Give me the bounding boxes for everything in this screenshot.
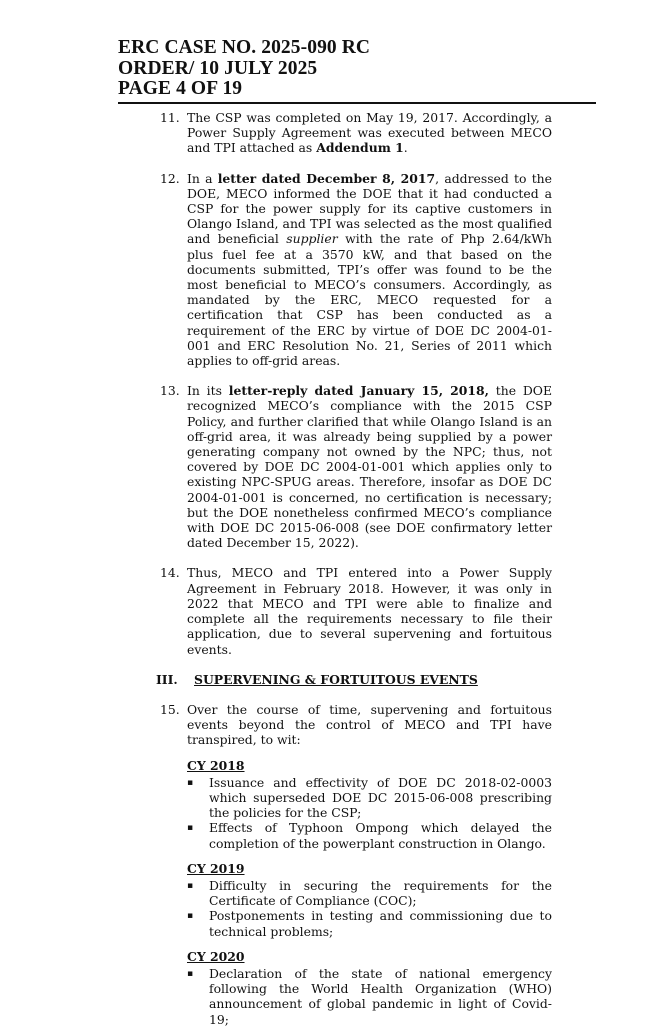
section-title: SUPERVENING & FORTUITOUS EVENTS — [194, 671, 478, 687]
list-item-text: Issuance and effectivity of DOE DC 2018-02-0003 which superseded DOE DC 2015-06-008 prescribing the policies for the CSP; — [209, 774, 552, 821]
bullet-icon: ▪ — [187, 968, 194, 979]
paragraph-number: 15. — [160, 701, 180, 717]
paragraph-number: 12. — [160, 170, 180, 186]
letter-reply-bold: letter-reply dated January 15, 2018, — [228, 383, 489, 399]
paragraph-15 — [160, 702, 552, 748]
bullet-icon: ▪ — [187, 823, 194, 834]
list-item — [187, 908, 552, 938]
bullet-icon: ▪ — [187, 911, 194, 922]
case-number: ERC CASE NO. 2025-090 RC — [118, 37, 371, 58]
paragraph-13 — [160, 383, 552, 550]
text-run: the DOE recognized MECO’s compliance with the 2015 CSP Policy, and further clarified that while Olango Island is an off-grid area, it was already being supplied by a power generating company not owned by the NPC; thus, not covered by DOE DC 2004-01-001 which applies only to existing NPC-SPUG areas. Therefore, insofar as DOE DC 2004-01-001 is concerned, no certification is necessary; but the DOE nonetheless confirmed MECO’s compliance with DOE DC 2015-06-008 (see DOE confirmatory letter dated December 15, 2022). — [187, 383, 552, 551]
cy-2020-heading: CY 2020 — [187, 948, 245, 964]
paragraph-11 — [160, 110, 552, 156]
paragraph-14 — [160, 565, 552, 656]
document-body — [156, 110, 552, 1027]
text-run: In a — [187, 170, 218, 186]
page-number: PAGE 4 OF 19 — [118, 78, 243, 99]
section-heading — [156, 672, 552, 687]
list-item-text: Effects of Typhoon Ompong which delayed the completion of the powerplant construction in Olango. — [209, 820, 552, 851]
order-date: ORDER/ 10 JULY 2025 — [118, 57, 318, 79]
cy-2018-heading: CY 2018 — [187, 757, 245, 773]
paragraph-text: Over the course of time, supervening and fortuitous events beyond the control of MECO and TPI have transpired, to wit: — [187, 701, 552, 748]
letter-date-bold: letter dated December 8, 2017 — [217, 170, 436, 186]
paragraph-number: 13. — [160, 383, 180, 399]
page-header — [118, 38, 596, 104]
text-run: In its — [187, 383, 229, 399]
paragraph-text — [187, 110, 552, 156]
text-run: . — [403, 140, 408, 156]
list-item — [187, 966, 552, 1027]
paragraph-number: 11. — [160, 110, 180, 125]
paragraph-text — [187, 383, 552, 550]
paragraph-text: Thus, MECO and TPI entered into a Power Supply Agreement in February 2018. However, it was only in 2022 that MECO and TPI were able to finalize and complete all the requirements necessary to file their application, due to several supervening and fortuitous events. — [187, 565, 552, 657]
list-item — [187, 775, 552, 821]
text-run: The CSP was completed on May 19, 2017. Accordingly, a Power Supply Agreement was executed between MECO and TPI attached as — [187, 110, 552, 156]
paragraph-text — [187, 171, 552, 369]
paragraph-number: 14. — [160, 565, 180, 581]
list-item — [187, 878, 552, 908]
text-run: , addressed to the DOE, MECO informed the DOE that it had conducted a CSP for the power supply for its captive customers in Olango Island, and TPI was selected as the most qualified and beneficial — [187, 170, 552, 247]
paragraph-12 — [160, 171, 552, 369]
list-item-text: Difficulty in securing the requirements for the Certificate of Compliance (COC); — [209, 877, 552, 909]
cy-2019-heading: CY 2019 — [187, 860, 245, 876]
section-number: III. — [156, 671, 178, 687]
bullet-icon: ▪ — [187, 880, 194, 891]
bullet-icon: ▪ — [187, 777, 194, 788]
supplier-italic: supplier — [286, 231, 338, 247]
list-item-text: Declaration of the state of national emergency following the World Health Organization (WHO) announcement of global pandemic in light of Covid-19; — [209, 965, 552, 1027]
addendum-reference: Addendum 1 — [316, 140, 404, 156]
list-item-text: Postponements in testing and commissioning due to technical problems; — [209, 908, 552, 939]
list-item — [187, 820, 552, 850]
text-run: with the rate of Php 2.64/kWh plus fuel fee at a 3570 kW, and that based on the documents submitted, TPI’s offer was found to be the most beneficial to MECO’s consumers. Accordingly, as mandated by the ERC, MECO requested for a certification that CSP has been conducted as a requirement of the ERC by virtue of DOE DC 2004-01-001 and ERC Resolution No. 21, Series of 2011 which applies to off-grid areas. — [187, 231, 552, 369]
